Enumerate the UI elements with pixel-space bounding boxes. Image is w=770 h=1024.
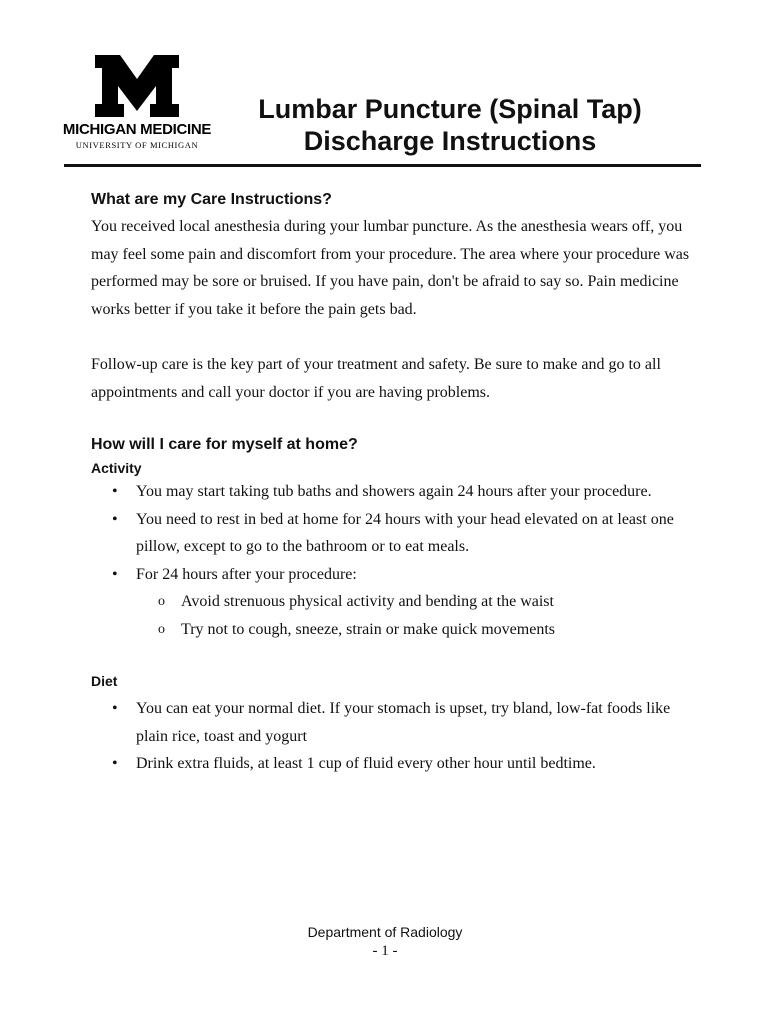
list-item: • Drink extra fluids, at least 1 cup of fluid every other hour until bedtime. [91, 750, 691, 778]
header-divider [64, 164, 701, 167]
footer-department: Department of Radiology [307, 924, 463, 940]
care-instructions-heading: What are my Care Instructions? [91, 191, 332, 208]
list-item-text: For 24 hours after your procedure: [136, 565, 357, 583]
block-m-logo-icon [95, 55, 179, 117]
title-line-1: Lumbar Puncture (Spinal Tap) [258, 94, 642, 124]
list-item: • You can eat your normal diet. If your stomach is upset, try bland, low-fat foods like plain rice, toast and yogurt [91, 695, 691, 750]
page-title [240, 93, 660, 157]
list-item [91, 561, 691, 644]
page-footer [0, 922, 770, 960]
diet-list [91, 695, 691, 778]
list-item: • You need to rest in bed at home for 24 hours with your head elevated on at least one pillow, except to go to the bathroom or to eat meals. [91, 506, 691, 561]
logo-name: MICHIGAN MEDICINE [62, 121, 212, 138]
diet-heading: Diet [91, 673, 118, 689]
care-paragraph-1: You received local anesthesia during your lumbar puncture. As the anesthesia wears off, you may feel some pain and discomfort from your procedure. The area where your procedure was performed may be sore or bruised. If you have pain, don't be afraid to say so. Pain medicine works better if you take it before the pain gets bad. [91, 218, 690, 318]
title-line-2: Discharge Instructions [303, 126, 597, 156]
list-item: • You may start taking tub baths and showers again 24 hours after your procedure. [91, 478, 691, 506]
logo-subtitle: UNIVERSITY OF MICHIGAN [75, 140, 199, 150]
page-number: - 1 - [372, 943, 398, 959]
sub-list-item: o Avoid strenuous physical activity and bending at the waist [136, 588, 691, 616]
activity-heading: Activity [91, 460, 142, 476]
sub-list-item: o Try not to cough, sneeze, strain or make quick movements [136, 616, 691, 644]
care-paragraph-2: Follow-up care is the key part of your treatment and safety. Be sure to make and go to all appointments and call your doctor if you are having problems. [91, 356, 661, 401]
home-care-heading: How will I care for myself at home? [91, 436, 358, 453]
michigan-medicine-logo [62, 55, 212, 151]
activity-list [91, 478, 691, 643]
document-body [91, 191, 691, 778]
activity-sublist [136, 588, 691, 643]
